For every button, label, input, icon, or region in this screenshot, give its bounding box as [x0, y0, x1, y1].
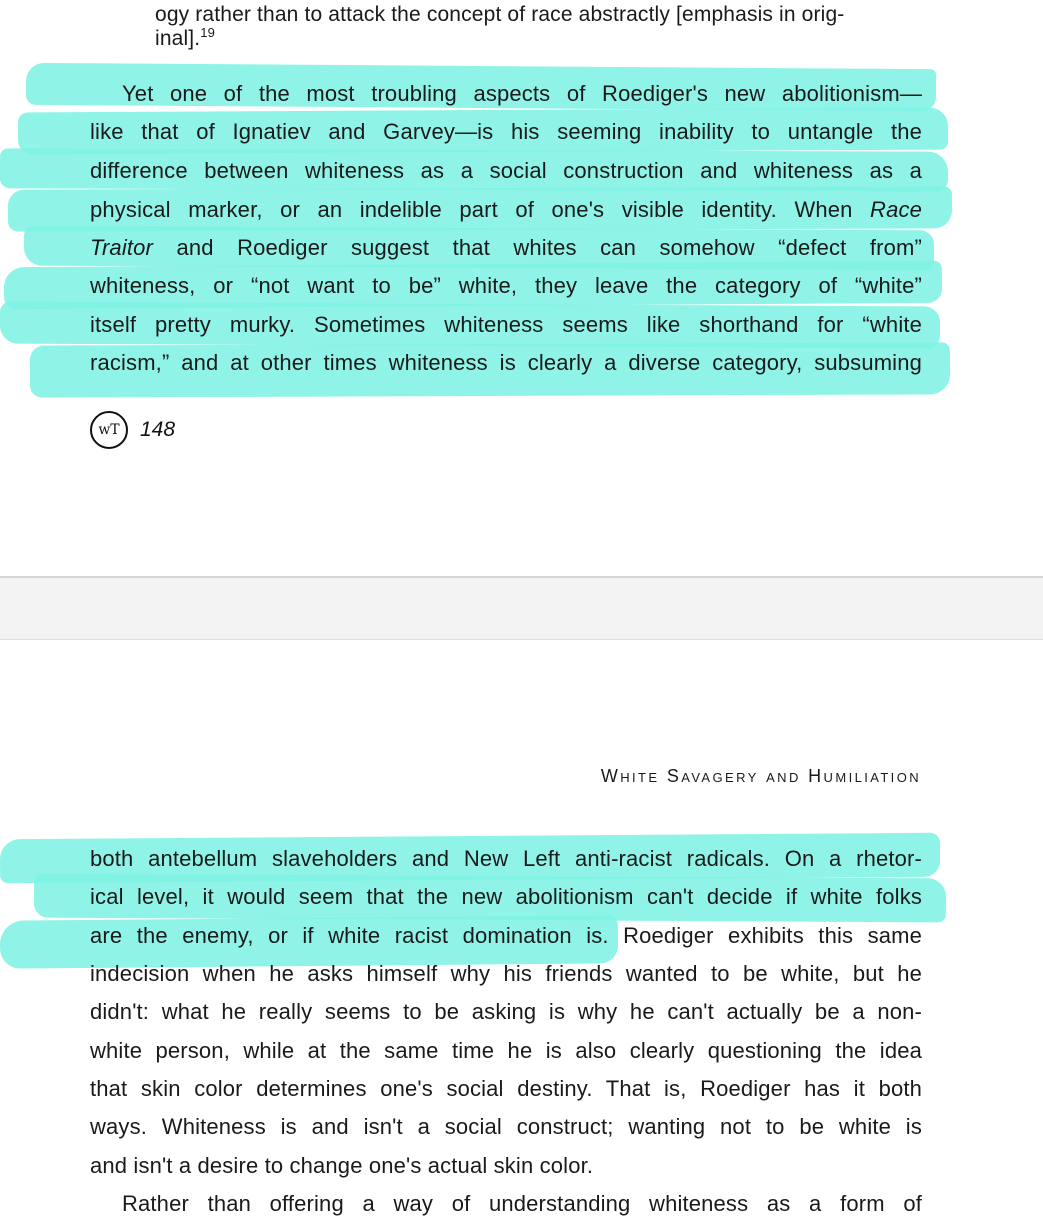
quote-line-text: inal].: [155, 27, 201, 50]
paragraph-line: that skin color determines one's social destiny. That is, Roediger has it both: [90, 1076, 922, 1101]
paragraph-line: [90, 191, 922, 229]
line-text: physical marker, or an indelible part of one's visible identity. When: [90, 197, 871, 222]
page-separator: [0, 576, 1043, 640]
paragraph-line: [90, 306, 922, 344]
page-number: 148: [140, 418, 176, 441]
paragraph-line: indecision when he asks himself why his friends wanted to be white, but he: [90, 961, 922, 986]
paragraph-line: are the enemy, or if white racist domination is. Roediger exhibits this same: [90, 923, 922, 948]
line-text: racism,” and at other times whiteness is clearly a diverse category, subsuming: [90, 350, 922, 375]
line-text: whiteness, or “not want to be” white, they leave the category of “white”: [90, 273, 922, 298]
paragraph-line: [90, 229, 922, 267]
quote-line: ogy rather than to attack the concept of race abstractly [emphasis in orig-: [155, 3, 845, 26]
paragraph-line: Rather than offering a way of understanding whiteness as a form of: [122, 1191, 922, 1216]
paragraph-line: ical level, it would seem that the new abolitionism can't decide if white folks: [90, 884, 922, 909]
running-head: White Savagery and Humiliation: [600, 766, 921, 786]
paragraph-line: didn't: what he really seems to be asking is why he can't actually be a non-: [90, 999, 922, 1024]
footnote-ref: 19: [200, 25, 216, 40]
page-148: [0, 0, 1043, 576]
page-149: [0, 640, 1043, 1216]
line-text: difference between whiteness as a social construction and whiteness as a: [90, 158, 922, 183]
quote-line: [155, 24, 857, 54]
paragraph-line: [90, 113, 922, 151]
paragraph-line: and isn't a desire to change one's actual skin color.: [90, 1153, 594, 1178]
line-text: like that of Ignatiev and Garvey—is his seeming inability to untangle the: [90, 119, 922, 144]
paragraph-line: white person, while at the same time he is also clearly questioning the idea: [90, 1038, 922, 1063]
page-footer: [90, 410, 175, 450]
italic-title: Traitor: [90, 235, 153, 260]
line-text: Yet one of the most troubling aspects of Roediger's new abolitionism—: [122, 81, 922, 106]
paragraph-line: [90, 344, 922, 382]
paragraph-line: [90, 267, 922, 305]
paragraph-line: ways. Whiteness is and isn't a social construct; wanting not to be white is: [90, 1114, 922, 1139]
paragraph-line: [90, 152, 922, 190]
line-text: itself pretty murky. Sometimes whiteness seems like shorthand for “white: [90, 312, 922, 337]
line-text: and Roediger suggest that whites can somehow “defect from”: [152, 235, 922, 260]
paragraph-line: [122, 75, 922, 113]
wt-logo-icon: wT: [90, 411, 128, 449]
paragraph-line: both antebellum slaveholders and New Left anti-racist radicals. On a rhetor-: [90, 846, 922, 871]
italic-title: Race: [870, 197, 922, 222]
